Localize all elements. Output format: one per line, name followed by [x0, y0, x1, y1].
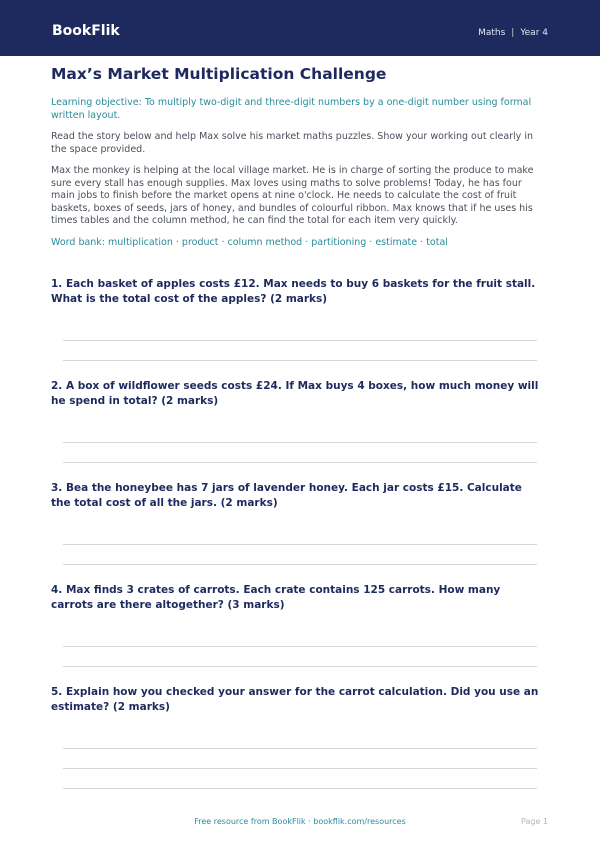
subject-label: Maths: [478, 28, 506, 38]
answer-line[interactable]: [63, 360, 537, 361]
story-text: Max the monkey is helping at the local village market. He is in charge of sorting the produce to make sure every stall has enough supplies. Max loves using maths to solve problems! Today, he has four main jobs to finish before the market opens at nine o'clock. He needs to calculate the cost of fruit baskets, boxes of seeds, jars of honey, and bundles of colourful ribbon. Max knows that if he uses his times tables and the column method, he can find the total for each item very quickly.: [51, 165, 534, 226]
question-text: 1. Each basket of apples costs £12. Max needs to buy 6 baskets for the fruit stall. What is the total cost of the apples? (2 marks): [51, 278, 536, 305]
question-text: 5. Explain how you checked your answer for the carrot calculation. Did you use an estimate? (2 marks): [51, 686, 539, 713]
answer-line[interactable]: [63, 564, 537, 565]
answer-line[interactable]: [63, 462, 537, 463]
answer-line[interactable]: [63, 666, 537, 667]
question-3: [51, 481, 545, 571]
header-separator: |: [511, 28, 515, 38]
answer-line[interactable]: [63, 442, 537, 443]
page-number: Page 1: [521, 817, 548, 826]
answer-line[interactable]: [63, 544, 537, 545]
question-text: 3. Bea the honeybee has 7 jars of lavender honey. Each jar costs £15. Calculate the total cost of all the jars. (2 marks): [51, 482, 522, 509]
question-text: 2. A box of wildflower seeds costs £24. If Max buys 4 boxes, how much money will he spend in total? (2 marks): [51, 380, 539, 407]
footer-credit: Free resource from BookFlik · bookflik.com/resources: [194, 817, 406, 826]
page-title: Max’s Market Multiplication Challenge: [51, 65, 387, 83]
question-5: [51, 685, 545, 795]
question-text: 4. Max finds 3 crates of carrots. Each crate contains 125 carrots. How many carrots are there altogether? (3 marks): [51, 584, 501, 611]
answer-line[interactable]: [63, 646, 537, 647]
answer-line[interactable]: [63, 748, 537, 749]
question-1: [51, 277, 545, 367]
question-2: [51, 379, 545, 469]
header-meta: [478, 28, 548, 38]
answer-line[interactable]: [63, 788, 537, 789]
header-bar: [0, 0, 600, 56]
answer-line[interactable]: [63, 768, 537, 769]
learning-objective: Learning objective: To multiply two-digit and three-digit numbers by a one-digit number using formal written layout.: [51, 97, 532, 121]
instructions: Read the story below and help Max solve his market maths puzzles. Show your working out clearly in the space provided.: [51, 131, 533, 155]
brand-logo: BookFlik: [52, 23, 120, 39]
word-bank: Word bank: multiplication · product · column method · partitioning · estimate · total: [51, 236, 448, 248]
answer-line[interactable]: [63, 340, 537, 341]
year-label: Year 4: [520, 28, 548, 38]
question-4: [51, 583, 545, 673]
intro-section: [51, 64, 545, 267]
